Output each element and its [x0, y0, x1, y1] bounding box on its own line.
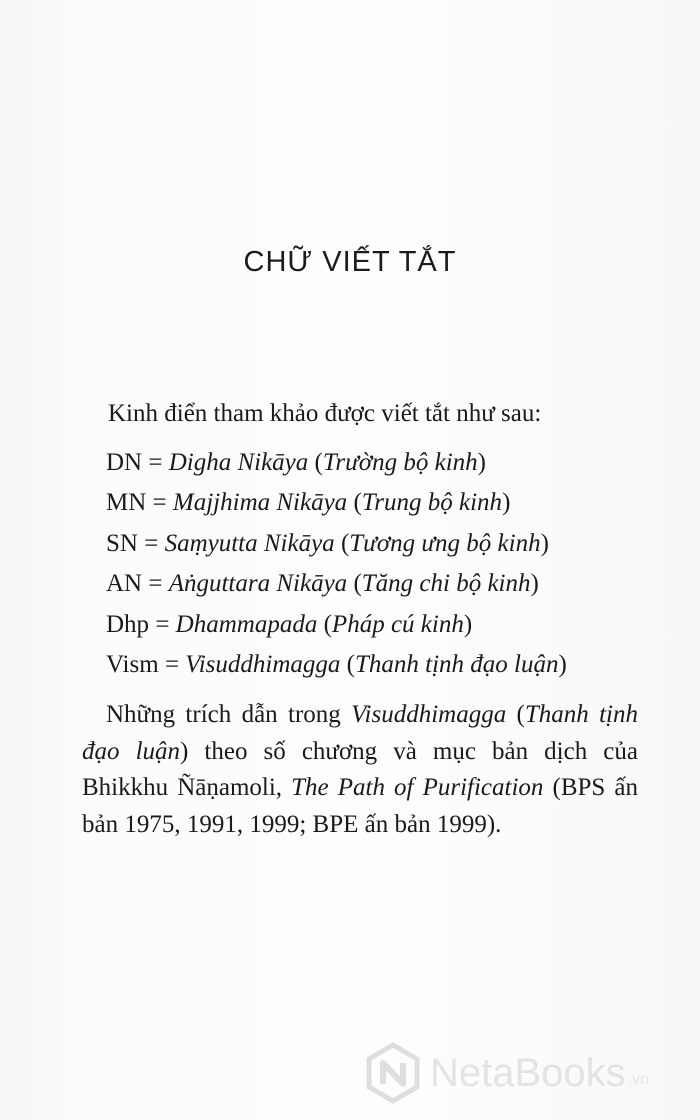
- close-paren: ): [558, 651, 567, 678]
- abbreviation-row: [106, 449, 486, 477]
- vietnamese-title: Trung bộ kinh: [361, 489, 503, 516]
- equals-sign: =: [137, 530, 165, 557]
- note-pali-title: Visuddhimagga: [351, 701, 507, 728]
- note-vietnamese-title: Thanh tịnh đạo luận: [82, 701, 638, 765]
- abbreviation-code: SN: [106, 530, 138, 557]
- close-paren: ): [463, 611, 473, 638]
- open-paren: (: [347, 570, 362, 597]
- watermark-suffix: .vn: [627, 1071, 650, 1088]
- pali-title: Digha Nikāya: [168, 449, 309, 476]
- abbreviation-code: Dhp: [106, 611, 150, 638]
- abbreviation-row: [106, 611, 472, 639]
- note-text: (BPS ấn bản 1975, 1991, 1999; BPE ấn bản 1999).: [82, 774, 638, 838]
- citation-note: [82, 697, 638, 843]
- watermark: [362, 1042, 649, 1104]
- abbreviation-code: AN: [106, 570, 143, 597]
- vietnamese-title: Thanh tịnh đạo luận: [354, 651, 559, 678]
- open-paren: (: [334, 530, 350, 557]
- vietnamese-title: Tăng chi bộ kinh: [361, 570, 531, 597]
- pali-title: Aṅguttara Nikāya: [168, 570, 348, 597]
- pali-title: Dhammapada: [175, 611, 318, 638]
- abbreviation-code: MN: [106, 489, 147, 516]
- abbreviation-code: Vism: [106, 651, 159, 678]
- pali-title: Majjhima Nikāya: [172, 489, 348, 516]
- equals-sign: =: [146, 489, 173, 516]
- vietnamese-title: Trường bộ kinh: [322, 449, 478, 476]
- close-paren: ): [477, 449, 486, 476]
- close-paren: ): [502, 489, 511, 516]
- note-book-title: The Path of Purification: [291, 774, 544, 801]
- watermark-logo-icon: [362, 1042, 424, 1104]
- open-paren: (: [308, 449, 323, 476]
- abbreviation-code: DN: [106, 449, 143, 476]
- pali-title: Saṃyutta Nikāya: [164, 530, 335, 557]
- open-paren: (: [347, 489, 362, 516]
- equals-sign: =: [142, 449, 169, 476]
- note-text: (: [506, 701, 525, 728]
- pali-title: Visuddhimagga: [185, 651, 341, 678]
- abbreviation-row: [106, 570, 539, 598]
- note-text: Những trích dẫn trong: [106, 701, 352, 728]
- equals-sign: =: [142, 570, 169, 597]
- abbreviation-row: [106, 530, 549, 558]
- intro-text: Kinh điển tham khảo được viết tắt như sau:: [108, 400, 542, 427]
- vietnamese-title: Pháp cú kinh: [331, 611, 464, 638]
- abbreviation-row: [106, 651, 567, 679]
- close-paren: ): [540, 530, 549, 557]
- page-title: CHỮ VIẾT TẮT: [243, 246, 457, 278]
- open-paren: (: [340, 651, 355, 678]
- open-paren: (: [317, 611, 332, 638]
- vietnamese-title: Tương ưng bộ kinh: [349, 530, 541, 557]
- citation-paragraph: [82, 697, 638, 843]
- close-paren: ): [530, 570, 539, 597]
- equals-sign: =: [158, 651, 186, 678]
- watermark-brand: NetaBooks: [430, 1050, 626, 1095]
- note-text: ) theo số chương và mục bản dịch của Bhikkhu Ñāṇamoli,: [82, 737, 638, 801]
- equals-sign: =: [149, 611, 176, 638]
- abbreviation-row: [106, 489, 510, 517]
